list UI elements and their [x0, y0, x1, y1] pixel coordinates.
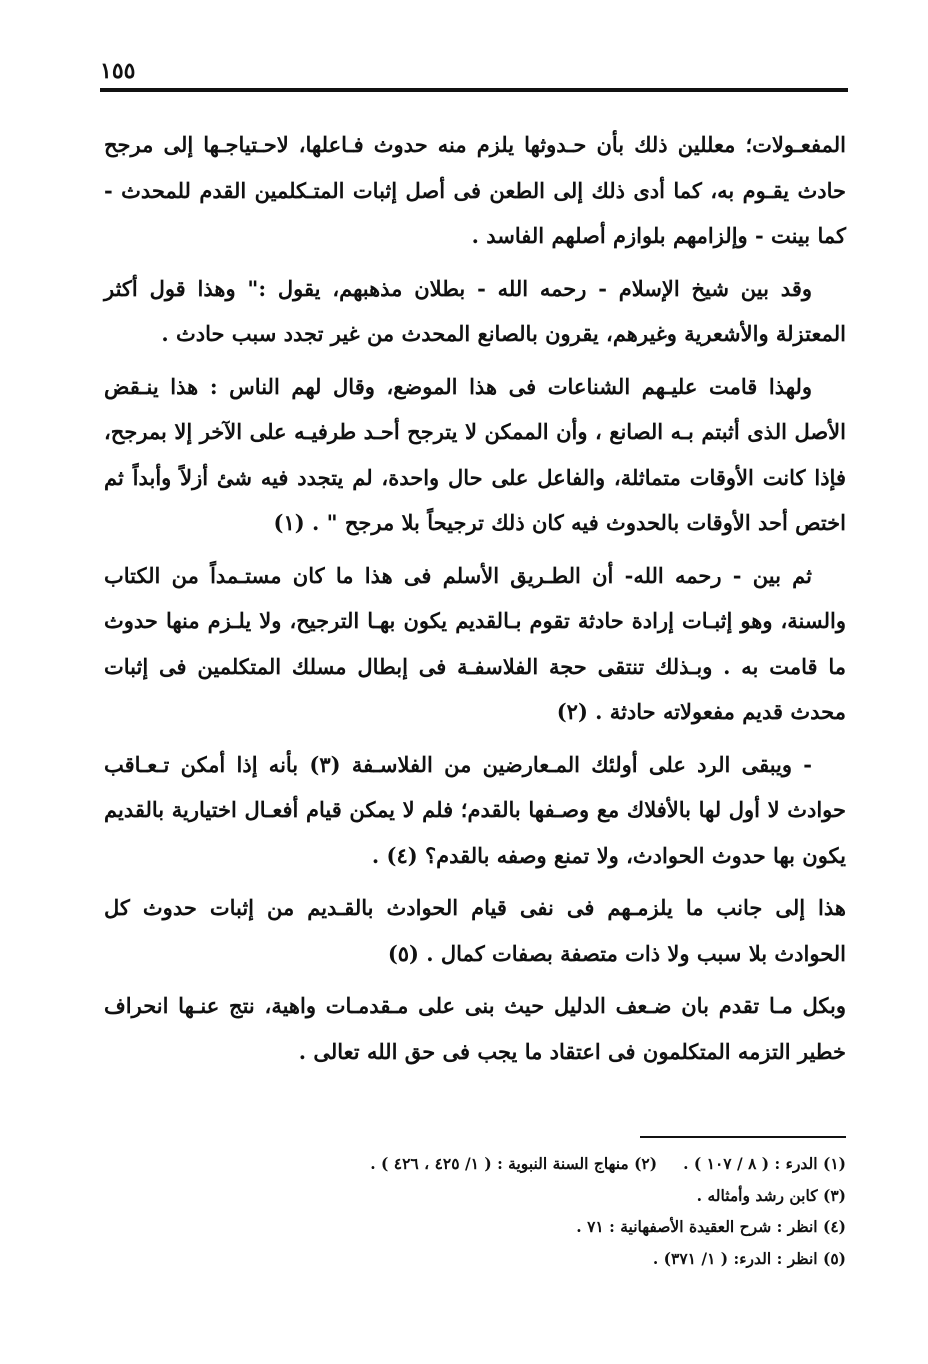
paragraph: ثم بين - رحمه الله- أن الطـريق الأسلم فى هذا ما كان مستـمداً من الكتاب والسنة، وهو إثبـات إرادة حادثة تقوم بـالقديم يكون بهـا الترجيح، ولا يلـزم منها حدوث ما قامت به . وبـذلك تنتقى حجة الفلاسفـة فى إبطال مسلك المتكلمين فى إثبات محدث قديم مفعولاته حادثة . (٢)	[104, 562, 846, 724]
footnote-separator	[640, 1136, 846, 1138]
paragraph: - ويبقى الرد على أولئك المـعارضين من الفلاسـفة (٣) بأنه إذا أمكن تـعـاقب حوادث لا أول لها بالأفلاك مع وصـفها بالقدم؛ فلم لا يمكن قيام أفعـال اختيارية بالقديم يكون بها حدوث الحوادث، ولا تمنع وصفه بالقدم؟ (٤) .	[104, 751, 846, 868]
paragraph: هذا إلى جانب ما يلزمـهم فى نفى قيام الحوادث بالقـديم من إثبات حدوث كل الحوادث بلا سبب ولا ذات متصفة بصفات كمال . (٥)	[104, 895, 846, 966]
footnote-row	[260, 1148, 846, 1180]
footnote-1: (١) الدرء : ( ٨ / ١٠٧ ) .	[683, 1154, 846, 1173]
footnote-4: (٤) انظر : شرح العقيدة الأصفهانية : ٧١ .	[576, 1217, 846, 1236]
footnote-5: (٥) انظر : الدرء: ( ١/ ٣٧١) .	[652, 1248, 846, 1268]
paragraph: المفعـولات؛ معللين ذلك بأن حـدوثها يلزم منه حدوث فـاعلها، لاحـتياجـها إلى مرجح حادث يقـوم به، كما أدى ذلك إلى الطعن فى أصل إثبات المتـكلمين القدم للمحدث - كما بينت - وإلزامهم بلوازم أصلهم الفاسد .	[104, 132, 846, 248]
main-text	[104, 122, 846, 1081]
page-number: ١٥٥	[100, 58, 136, 84]
paragraph: ولهذا قامت عليـهم الشناعات فى هذا الموضع، وقال لهم الناس : هذا ينـقض الأصل الذى أثبتم بـه الصانع ، وأن الممكن لا يترجح أحـد طرفيـه على الآخر إلا بمرجح، فإذا كانت الأوقات متماثلة، والفاعل على حال واحدة، لم يتجدد فيه شئ أزلاً وأبداً ثم اختص أحد الأوقات بالحدوث فيه كان ذلك ترجيحاً بلا مرجح " . (١)	[104, 373, 846, 535]
paragraph: وقد بين شيخ الإسلام - رحمه الله - بطلان مذهبهم، يقول :" وهذا قول أكثر المعتزلة والأشعرية وغيرهم، يقرون بالصانع المحدث من غير تجدد سبب حادث .	[104, 275, 846, 346]
footnote-3: (٣) كابن رشد وأمثاله .	[696, 1185, 846, 1205]
header-rule	[100, 88, 848, 92]
footnotes	[260, 1148, 846, 1274]
paragraph: وبكل مـا تقدم بان ضـعف الدليل حيث بنى على مـقدمـات واهية، نتج عنـها انحراف خطير التزمه المتكلمون فى اعتقاد ما يجب فى حق الله تعالى .	[104, 993, 846, 1064]
footnote-2: (٢) منهاج السنة النبوية : ( ١/ ٤٢٥ ، ٤٢٦ ) .	[370, 1154, 658, 1173]
